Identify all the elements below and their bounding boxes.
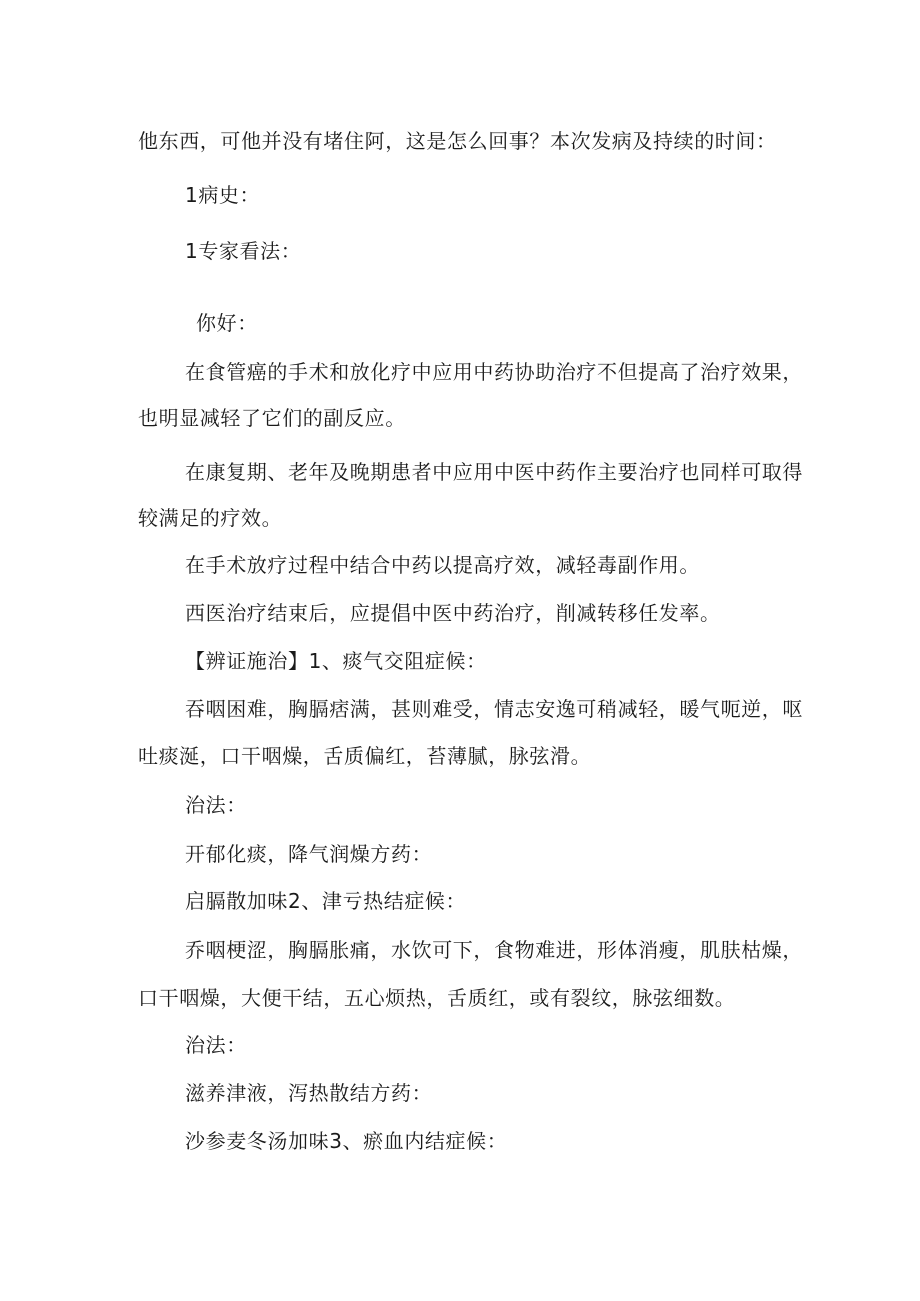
paragraph-line: 较满足的疗效。 [138,506,283,530]
paragraph-line: 在康复期、老年及晚期患者中应用中医中药作主要治疗也同样可取得 [185,460,803,484]
paragraph-line: 吞咽困难，胸膈痞满，甚则难受，情志安逸可稍减轻，暖气呃逆，呕 [185,697,803,721]
paragraph-line: 乔咽梗涩，胸膈胀痛，水饮可下，食物难进，形体消瘦，肌肤枯燥， [185,938,803,962]
greeting: 你好： [196,311,258,335]
paragraph-line: 西医治疗结束后，应提倡中医中药治疗，削减转移任发率。 [185,601,721,625]
paragraph-line: 口干咽燥，大便干结，五心烦热，舌质红，或有裂纹，脉弦细数。 [138,986,736,1010]
paragraph-line: 在食管癌的手术和放化疗中应用中药协助治疗不但提高了治疗效果， [185,360,803,384]
section-heading: 启膈散加味2、津亏热结症候： [185,889,467,913]
paragraph-line: 在手术放疗过程中结合中药以提高疗效，减轻毒副作用。 [185,553,700,577]
paragraph-line: 1病史： [185,183,261,207]
paragraph-line: 吐痰涎，口干咽燥，舌质偏红，苔薄腻，脉弦滑。 [138,744,592,768]
paragraph-line: 滋养津液，泻热散结方药： [185,1081,433,1105]
paragraph-line: 他东西，可他并没有堵住阿，这是怎么回事？本次发病及持续的时间： [138,129,777,153]
paragraph-line: 开郁化痰，降气润燥方药： [185,842,433,866]
paragraph-line: 也明显减轻了它们的副反应。 [138,406,406,430]
paragraph-line: 1专家看法： [185,239,302,263]
paragraph-line: 治法： [185,1033,247,1057]
section-heading: 【辨证施治】1、痰气交阻症候： [185,649,487,673]
section-heading: 沙参麦冬汤加味3、瘀血内结症候： [185,1129,508,1153]
paragraph-line: 治法： [185,793,247,817]
